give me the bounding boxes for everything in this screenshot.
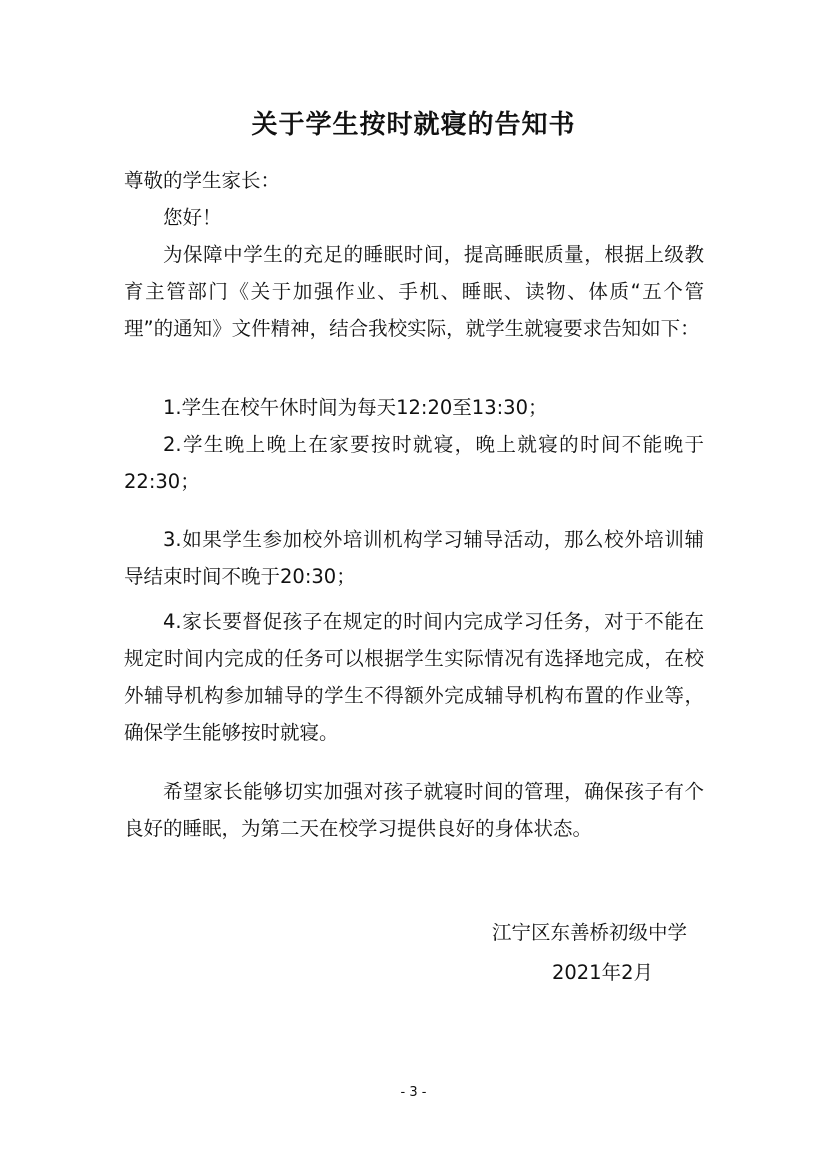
- item-4-paragraph: 4.家长要督促孩子在规定的时间内完成学习任务，对于不能在规定时间内完成的任务可以根据学生实际情况有选择地完成，在校外辅导机构参加辅导的学生不得额外完成辅导机构布置的作业等，确保学生能够按时就寝。: [124, 610, 704, 744]
- salutation: 尊敬的学生家长：: [124, 169, 281, 192]
- item-1-paragraph: 1.学生在校午休时间为每天12:20至13:30；: [163, 396, 548, 419]
- signature-date: 2021年2月: [551, 961, 653, 984]
- item-3-paragraph: 3.如果学生参加校外培训机构学习辅导活动，那么校外培训辅导结束时间不晚于20:30；: [124, 528, 704, 588]
- closing-paragraph: 希望家长能够切实加强对孩子就寝时间的管理，确保孩子有个良好的睡眠，为第二天在校学习提供良好的身体状态。: [124, 780, 704, 840]
- item-2-paragraph: 2.学生晚上晚上在家要按时就寝，晚上就寝的时间不能晚于22:30；: [124, 433, 704, 493]
- document-title: 关于学生按时就寝的告知书: [251, 110, 576, 140]
- signature-school: 江宁区东善桥初级中学: [491, 921, 687, 944]
- greeting: 您好！: [163, 206, 222, 229]
- page-number: - 3 -: [400, 1085, 427, 1100]
- intro-paragraph: 为保障中学生的充足的睡眠时间，提高睡眠质量，根据上级教育主管部门《关于加强作业、手机、睡眠、读物、体质“五个管理”的通知》文件精神，结合我校实际，就学生就寝要求告知如下：: [124, 243, 704, 340]
